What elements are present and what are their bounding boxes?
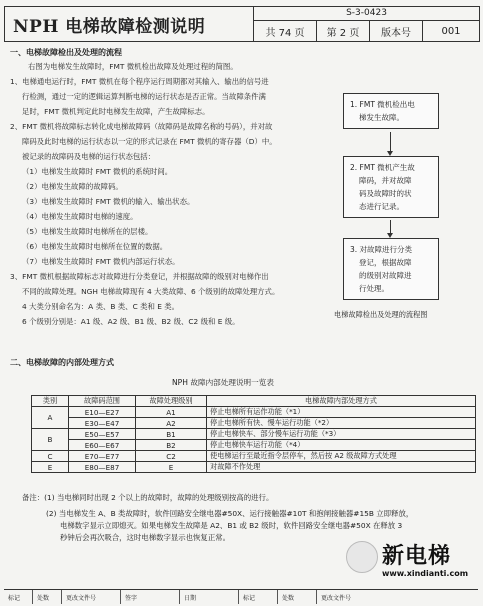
level-cell: E	[136, 462, 207, 473]
category-cell: E	[32, 462, 69, 473]
version-value: 001	[441, 25, 461, 37]
logo-url: www.xindianti.com	[382, 569, 469, 578]
flow-step-2: 2. FMT 微机产生故 障码，并对故障 码及故障时的状 态进行记录。	[343, 156, 439, 218]
range-cell: E70—E77	[69, 451, 136, 462]
method-cell: 停止电梯所有快、慢车运行功能（*2）	[207, 418, 476, 429]
document-code: S-3-0423	[254, 7, 479, 21]
footer-cell: 标记	[239, 590, 278, 604]
section1-title: 一、电梯故障检出及处理的流程	[10, 48, 122, 57]
method-cell: 停止电梯所有运作功能（*1）	[207, 407, 476, 418]
section1-line: 3、FMT 微机根据故障标志对故障进行分类登记，并根据故障的级别对电梯作出	[10, 272, 269, 281]
range-cell: E50—E57	[69, 429, 136, 440]
total-pages: 共 74 页	[254, 21, 317, 41]
section1-line: 1、电梯通电运行时，FMT 微机在每个程序运行周期都对其输入、输出的信号进	[10, 77, 269, 86]
category-cell: B	[32, 429, 69, 451]
revision-footer	[4, 589, 478, 604]
document-title: NPH 电梯故障检测说明	[5, 7, 254, 41]
section1-line: 障码及此时电梯的运行状态以一定的形式记录在 FMT 微机的寄存器（D）中。	[22, 137, 277, 146]
section1-line: 被记录的故障码及电梯的运行状态包括：	[22, 152, 156, 161]
section1-line: 行检测，通过一定的逻辑运算判断电梯的运行状态是否正常。当故障条件满	[22, 92, 266, 101]
logo-name: 新电梯	[382, 544, 452, 569]
flow-step-3: 3. 对故障进行分类 登记，根据故障 的级别对故障进 行处理。	[343, 238, 439, 300]
section1-line: 右图为电梯发生故障时，FMT 微机检出故障及处理过程的简图。	[28, 62, 238, 71]
table-row	[32, 429, 476, 440]
level-cell: A1	[136, 407, 207, 418]
table-row	[32, 440, 476, 451]
footer-cell: 更改文件号	[62, 590, 121, 604]
section1-line: 6 个级别分别是：A1 级、A2 级、B1 级、B2 级、C2 级和 E 级。	[22, 317, 240, 326]
section2-title: 二、电梯故障的内部处理方式	[10, 358, 114, 367]
section1-line: （2）电梯发生故障的故障码。	[22, 182, 123, 191]
section1-line: （1）电梯发生故障时 FMT 微机的系统时间。	[22, 167, 173, 176]
site-logo	[342, 535, 478, 591]
flowchart-caption: 电梯故障检出及处理的流程图	[334, 310, 428, 319]
section1-line: 不同的故障处理。NGH 电梯故障现有 4 大类故障、6 个级别的故障处理方式。	[22, 287, 280, 296]
note-line: 电梯数字显示立即熄灭。如果电梯发生故障是 A2、B1 或 B2 级时，软件回路安全继电器#50X 在释放 3	[60, 521, 403, 530]
footer-cell: 日期	[180, 590, 239, 604]
section1-line: 2、FMT 微机将故障标志转化成电梯故障码（故障码是故障名称的号码），并对故	[10, 122, 273, 131]
section1-line: （6）电梯发生故障时电梯所在位置的数据。	[22, 242, 168, 251]
range-cell: E60—E67	[69, 440, 136, 451]
note-line: 备注：(1) 当电梯同时出现 2 个以上的故障时，故障的处理级别按高的进行。	[22, 493, 274, 502]
method-cell: 停止电梯快车运行功能（*4）	[207, 440, 476, 451]
version-label: 版本号	[370, 21, 423, 41]
section1-line: 足时，FMT 微机判定此时电梯发生故障，产生故障标志。	[22, 107, 210, 116]
category-cell: C	[32, 451, 69, 462]
flow-step-1: 1. FMT 微机检出电 梯发生故障。	[343, 93, 439, 129]
note-line: 秒钟后会再次吸合，这时电梯数字显示也恢复正常。	[60, 533, 230, 542]
header-cells	[254, 21, 479, 41]
header-meta	[254, 7, 479, 41]
table-header-row	[32, 396, 476, 407]
section1-line: （5）电梯发生故障时电梯所在的层楼。	[22, 227, 153, 236]
table-row	[32, 462, 476, 473]
section1-line: （3）电梯发生故障时 FMT 微机的输入、输出状态。	[22, 197, 195, 206]
document-header	[4, 6, 480, 42]
range-cell: E30—E47	[69, 418, 136, 429]
level-cell: C2	[136, 451, 207, 462]
column-header: 类别	[32, 396, 69, 407]
section1-line: 4 大类分别命名为：A 类、B 类、C 类和 E 类。	[22, 302, 180, 311]
range-cell: E10—E27	[69, 407, 136, 418]
fault-table	[31, 395, 476, 473]
footer-cell: 签字	[121, 590, 180, 604]
flow-arrow	[390, 132, 391, 152]
footer-cell: 更改文件号	[321, 594, 352, 602]
note-line: (2) 当电梯发生 A、B 类故障时，软件回路安全继电器#50X、运行接触器#10T 和抱闸接触器#15B 立即释放，	[46, 509, 414, 518]
column-header: 故障处理级别	[136, 396, 207, 407]
table-row	[32, 451, 476, 462]
section1-line: （7）电梯发生故障时 FMT 微机内部运行状态。	[22, 257, 180, 266]
page-number: 第 2 页	[317, 21, 370, 41]
column-header: 电梯故障内部处理方式	[207, 396, 476, 407]
method-cell: 使电梯运行至最近指令层停车，然后按 A2 级故障方式处理	[207, 451, 476, 462]
footer-cell: 处数	[278, 590, 317, 604]
level-cell: B2	[136, 440, 207, 451]
footer-cell: 处数	[33, 590, 62, 604]
column-header: 故障码范围	[69, 396, 136, 407]
table-row	[32, 407, 476, 418]
level-cell: A2	[136, 418, 207, 429]
footer-cell: 标记	[4, 590, 33, 604]
flow-arrow	[390, 220, 391, 234]
range-cell: E80—E87	[69, 462, 136, 473]
table-title: NPH 故障内部处理说明一览表	[172, 378, 274, 387]
table-row	[32, 418, 476, 429]
method-cell: 停止电梯快车、部分慢车运行功能（*3）	[207, 429, 476, 440]
method-cell: 对故障不作处理	[207, 462, 476, 473]
section1-line: （4）电梯发生故障时电梯的速度。	[22, 212, 138, 221]
level-cell: B1	[136, 429, 207, 440]
category-cell: A	[32, 407, 69, 429]
logo-mark-icon	[346, 541, 378, 573]
